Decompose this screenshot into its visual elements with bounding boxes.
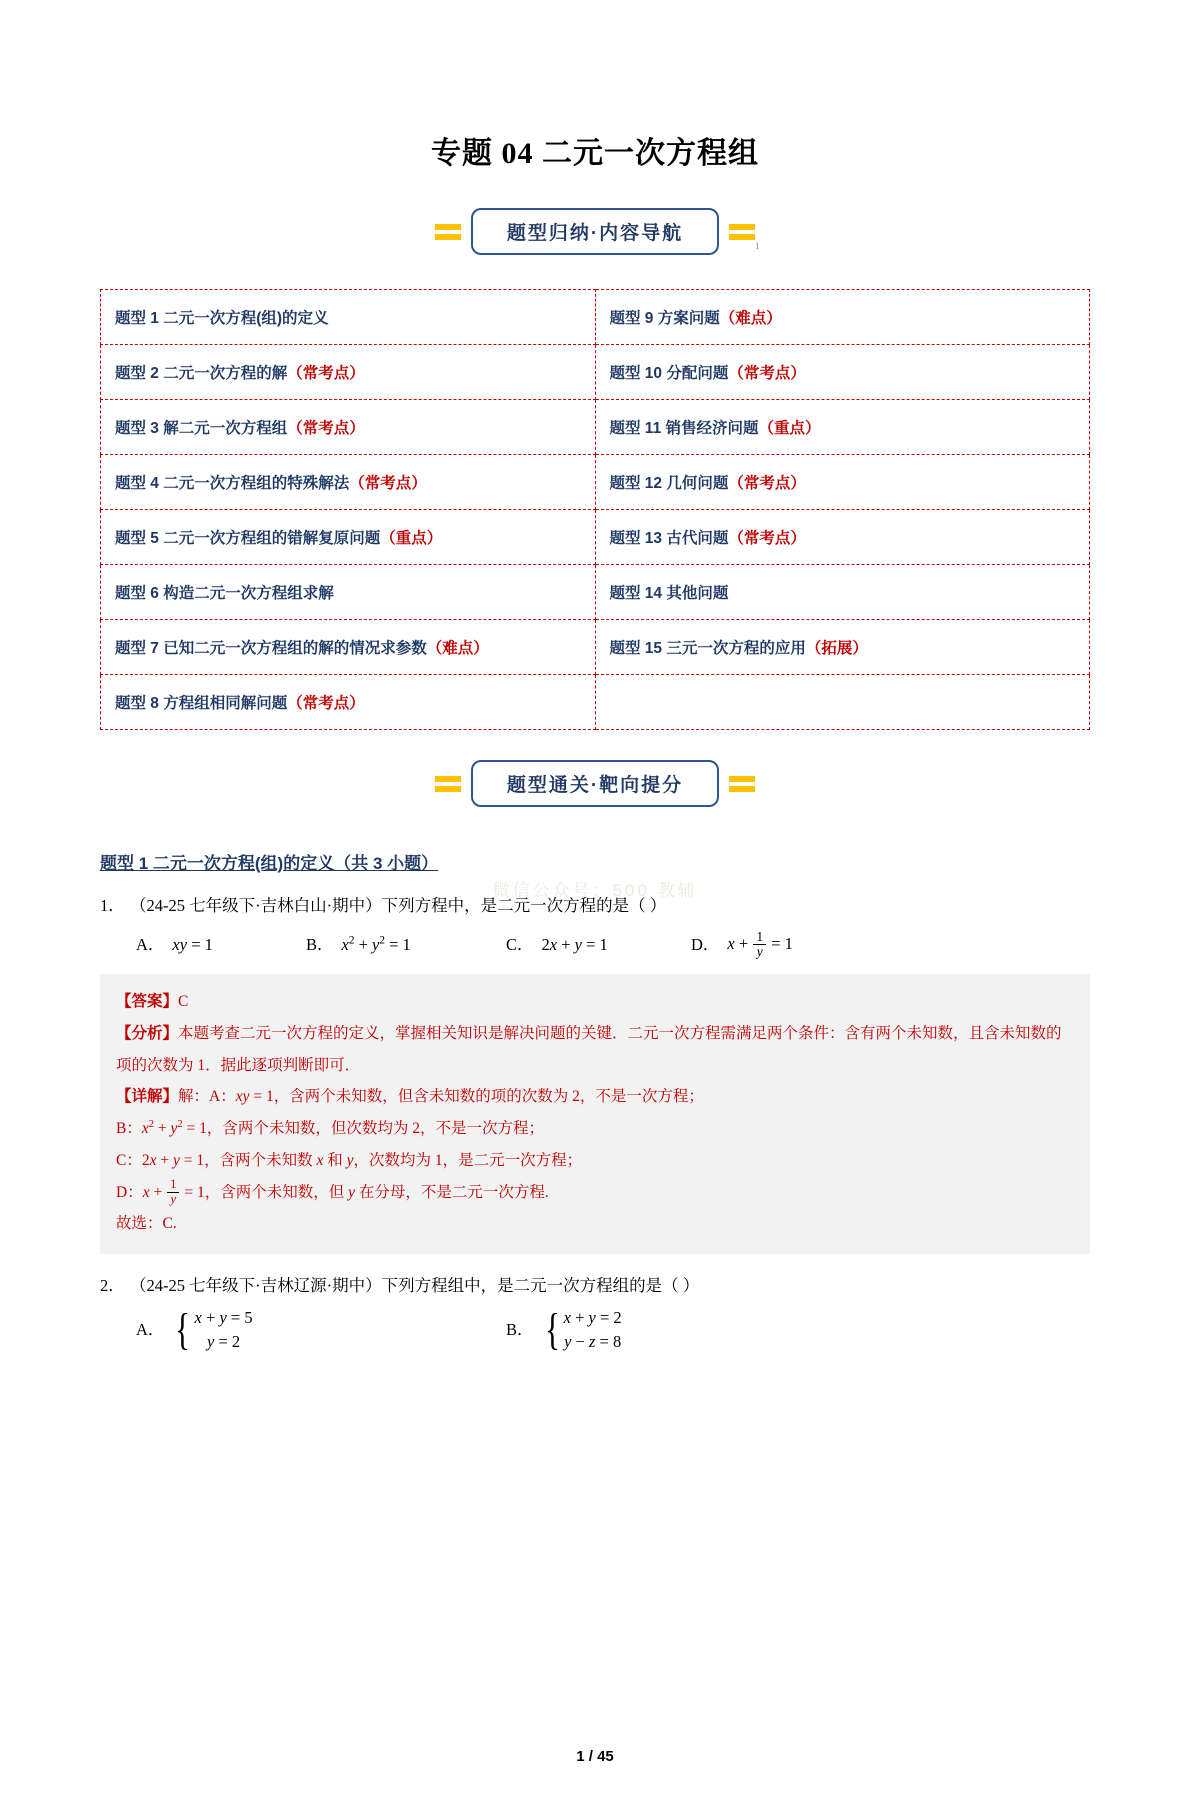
- question-2-choice-b[interactable]: [506, 1306, 622, 1354]
- index-row: [101, 510, 1090, 565]
- index-cell-left-5[interactable]: 题型 5 二元一次方程组的错解复原问题（重点）: [101, 510, 596, 565]
- choice-a-expr: xy = 1: [172, 934, 213, 954]
- index-cell-right-8: [595, 675, 1090, 730]
- index-cell-right-2[interactable]: 题型 10 分配问题（常考点）: [595, 345, 1090, 400]
- analysis-line: [116, 1018, 1074, 1082]
- banner-bars-left-icon-2: [435, 776, 461, 792]
- index-row: [101, 565, 1090, 620]
- watermark: 微信公众号：500 教辅: [492, 881, 698, 900]
- index-row: [101, 455, 1090, 510]
- analysis-label: 【分析】: [116, 1024, 179, 1042]
- index-row: [101, 675, 1090, 730]
- index-cell-right-4[interactable]: 题型 12 几何问题（常考点）: [595, 455, 1090, 510]
- answer-value: C: [178, 992, 189, 1010]
- index-cell-right-1[interactable]: 题型 9 方案问题（难点）: [595, 290, 1090, 345]
- q2-b-row-2: y − z = 8: [564, 1332, 622, 1352]
- q2-a-row-1: x + y = 5: [194, 1308, 253, 1328]
- question-2: [100, 1272, 1090, 1354]
- question-2-stem: [130, 1272, 1090, 1300]
- question-1-stem-text: 下列方程中，是二元一次方程的是（ ）: [381, 896, 667, 915]
- index-cell-right-6[interactable]: 题型 14 其他问题: [595, 565, 1090, 620]
- detail-label: 【详解】: [116, 1088, 179, 1106]
- conclusion-line: 故选：C.: [116, 1215, 177, 1233]
- index-cell-left-8[interactable]: 题型 8 方程组相同解问题（常考点）: [101, 675, 596, 730]
- question-1-choices: [100, 930, 1090, 960]
- index-row: [101, 290, 1090, 345]
- detail-text-1: 解：A：xy = 1，含两个未知数，但含未知数的项的次数为 2，不是一次方程；: [178, 1088, 704, 1106]
- question-2-source: （24-25 七年级下·吉林辽源·期中）: [130, 1276, 382, 1296]
- banner-practice: [100, 760, 1090, 807]
- index-row: [101, 620, 1090, 675]
- question-2-stem-text: 下列方程组中，是二元一次方程组的是（ ）: [381, 1276, 700, 1296]
- choice-c-expr: 2x + y = 1: [541, 934, 608, 954]
- detail-line-2: B：$x^2 + y^2 = 1$，含两个未知数，但次数均为 2，不是一次方程；: [116, 1118, 545, 1138]
- page-title: 专题 04 二元一次方程组: [431, 137, 759, 170]
- index-cell-right-5[interactable]: 题型 13 古代问题（常考点）: [595, 510, 1090, 565]
- banner-navigation: [100, 208, 1090, 255]
- question-1-choice-d[interactable]: [691, 930, 871, 960]
- question-2-number: 2．: [100, 1276, 125, 1296]
- question-1-source: （24-25 七年级下·吉林白山·期中）: [130, 896, 382, 915]
- index-cell-left-3[interactable]: 题型 3 解二元一次方程组（常考点）: [101, 400, 596, 455]
- q2-choice-a-label: A．: [136, 1320, 165, 1340]
- index-cell-left-1[interactable]: 题型 1 二元一次方程(组)的定义: [101, 290, 596, 345]
- left-brace-icon: {: [175, 1305, 191, 1355]
- choice-d-label: D．: [691, 934, 720, 954]
- detail-line-3: C：2x + y = 1，含两个未知数 x 和 y，次数均为 1，是二元一次方程；: [116, 1151, 583, 1169]
- choice-c-label: C．: [506, 934, 534, 954]
- question-1: [100, 892, 1090, 1254]
- choice-b-expr: $x^2 + y^2 = 1$: [341, 934, 411, 954]
- page-top-mark: 1: [755, 241, 760, 251]
- answer-line: [116, 986, 1074, 1018]
- banner-navigation-label: 题型归纳·内容导航: [471, 208, 719, 255]
- banner-bars-right-icon: [729, 224, 755, 240]
- index-cell-left-4[interactable]: 题型 4 二元一次方程组的特殊解法（常考点）: [101, 455, 596, 510]
- choice-a-label: A．: [136, 934, 165, 954]
- question-1-number: 1．: [100, 896, 125, 915]
- page-footer: 1 / 45: [576, 1748, 614, 1765]
- banner-bars-left-icon: [435, 224, 461, 240]
- q2-choice-b-system: [542, 1306, 622, 1354]
- index-cell-left-7[interactable]: 题型 7 已知二元一次方程组的解的情况求参数（难点）: [101, 620, 596, 675]
- section-heading: 题型 1 二元一次方程(组)的定义（共 3 小题）: [100, 854, 439, 873]
- index-row: [101, 400, 1090, 455]
- index-cell-right-3[interactable]: 题型 11 销售经济问题（重点）: [595, 400, 1090, 455]
- detail-line-4: D：x + $\frac{1}{y}$ = 1，含两个未知数，但 y 在分母，不是二元一次方程.: [116, 1177, 549, 1206]
- index-cell-left-2[interactable]: 题型 2 二元一次方程的解（常考点）: [101, 345, 596, 400]
- banner-practice-label: 题型通关·靶向提分: [471, 760, 719, 807]
- question-2-choice-a[interactable]: [136, 1306, 506, 1354]
- index-row: [101, 345, 1090, 400]
- question-1-choice-a[interactable]: [136, 930, 306, 960]
- document-page: [0, 128, 1190, 1811]
- q2-choice-b-label: B．: [506, 1320, 534, 1340]
- q2-b-row-1: x + y = 2: [563, 1308, 622, 1328]
- choice-d-expr: x + $\frac{1}{y}$ = 1: [727, 928, 793, 959]
- answer-label: 【答案】: [116, 992, 179, 1010]
- q2-choice-a-system: [172, 1306, 252, 1354]
- question-type-index-table: [100, 289, 1090, 730]
- question-1-choice-c[interactable]: [506, 930, 691, 960]
- question-1-choice-b[interactable]: [306, 930, 506, 960]
- question-1-answer-block: [100, 974, 1090, 1254]
- index-cell-right-7[interactable]: 题型 15 三元一次方程的应用（拓展）: [595, 620, 1090, 675]
- question-2-choices: [100, 1306, 1090, 1354]
- banner-bars-right-icon-2: [729, 776, 755, 792]
- choice-b-label: B．: [306, 934, 334, 954]
- analysis-text: 本题考查二元一次方程的定义，掌握相关知识是解决问题的关键．二元一次方程需满足两个条件：含有两个未知数，且含未知数的项的次数为 1．据此逐项判断即可．: [116, 1024, 1062, 1074]
- left-brace-icon-2: {: [544, 1305, 560, 1355]
- detail-line-1: [116, 1081, 1074, 1113]
- q2-a-row-2: y = 2: [206, 1332, 241, 1352]
- index-cell-left-6[interactable]: 题型 6 构造二元一次方程组求解: [101, 565, 596, 620]
